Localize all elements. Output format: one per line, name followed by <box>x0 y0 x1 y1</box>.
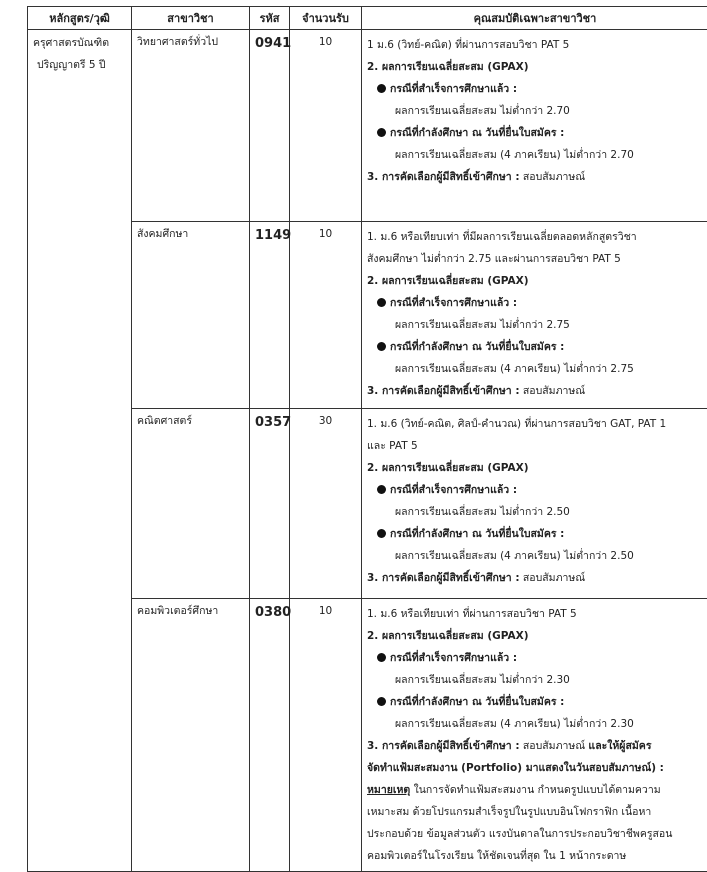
qual-item-1: 1. ม.6 หรือเทียบเท่า ที่ผ่านการสอบวิชา PAT 5 <box>367 603 703 625</box>
bullet-icon <box>377 697 386 706</box>
case-completed-detail: ผลการเรียนเฉลี่ยสะสม ไม่ต่ำกว่า 2.75 <box>367 314 703 336</box>
case-studying-detail: ผลการเรียนเฉลี่ยสะสม (4 ภาคเรียน) ไม่ต่ำกว่า 2.50 <box>367 545 703 567</box>
header-qualifications: คุณสมบัติเฉพาะสาขาวิชา <box>362 7 707 30</box>
code-cell: 0357 <box>250 409 290 599</box>
qualification-cell <box>362 222 707 409</box>
case-completed <box>367 292 703 314</box>
note-line: ประกอบด้วย ข้อมูลส่วนตัว แรงบันดาลในการประกอบวิชาชีพครูสอน <box>367 823 703 845</box>
qual-item-1-cont: สังคมศึกษา ไม่ต่ำกว่า 2.75 และผ่านการสอบวิชา PAT 5 <box>367 248 703 270</box>
selection-label: 3. การคัดเลือกผู้มีสิทธิ์เข้าศึกษา : <box>367 572 520 584</box>
selection-label: 3. การคัดเลือกผู้มีสิทธิ์เข้าศึกษา : <box>367 171 520 183</box>
note-line: เหมาะสม ด้วยโปรแกรมสำเร็จรูปในรูปแบบอินโฟกราฟิก เนื้อหา <box>367 801 703 823</box>
qualification-cell <box>362 30 707 222</box>
case-completed <box>367 479 703 501</box>
qualification-cell <box>362 409 707 599</box>
header-program: หลักสูตร/วุฒิ <box>28 7 132 30</box>
code-cell: 0380 <box>250 599 290 872</box>
case-label: กรณีที่สำเร็จการศึกษาแล้ว : <box>390 83 517 95</box>
selection-label: 3. การคัดเลือกผู้มีสิทธิ์เข้าศึกษา : <box>367 385 520 397</box>
major-cell: วิทยาศาสตร์ทั่วไป <box>132 30 250 222</box>
qual-item-1: 1. ม.6 (วิทย์-คณิต, ศิลป์-คำนวณ) ที่ผ่านการสอบวิชา GAT, PAT 1 <box>367 413 703 435</box>
case-label: กรณีที่กำลังศึกษา ณ วันที่ยื่นใบสมัคร : <box>390 696 564 708</box>
major-cell: คณิตศาสตร์ <box>132 409 250 599</box>
selection-method: สอบสัมภาษณ์ <box>520 572 586 584</box>
case-studying <box>367 122 703 144</box>
case-completed-detail: ผลการเรียนเฉลี่ยสะสม ไม่ต่ำกว่า 2.50 <box>367 501 703 523</box>
qual-item-1-cont: และ PAT 5 <box>367 435 703 457</box>
qualifications-table <box>27 6 707 872</box>
selection-method: สอบสัมภาษณ์ <box>520 171 586 183</box>
case-completed-detail: ผลการเรียนเฉลี่ยสะสม ไม่ต่ำกว่า 2.70 <box>367 100 703 122</box>
qual-item-3 <box>367 567 703 589</box>
header-seats: จำนวนรับ <box>290 7 362 30</box>
case-completed <box>367 78 703 100</box>
table-header-row <box>28 7 707 30</box>
bullet-icon <box>377 84 386 93</box>
note <box>367 779 703 801</box>
case-label: กรณีที่กำลังศึกษา ณ วันที่ยื่นใบสมัคร : <box>390 341 564 353</box>
case-label: กรณีที่กำลังศึกษา ณ วันที่ยื่นใบสมัคร : <box>390 528 564 540</box>
qualification-cell <box>362 599 707 872</box>
case-label: กรณีที่สำเร็จการศึกษาแล้ว : <box>390 297 517 309</box>
selection-method: สอบสัมภาษณ์ <box>520 385 586 397</box>
header-code: รหัส <box>250 7 290 30</box>
bullet-icon <box>377 529 386 538</box>
note-text: ในการจัดทำแฟ้มสะสมงาน กำหนดรูปแบบได้ตามความ <box>410 784 660 796</box>
bullet-icon <box>377 653 386 662</box>
program-name: ครุศาสตรบัณฑิต <box>33 32 126 54</box>
qual-item-2: 2. ผลการเรียนเฉลี่ยสะสม (GPAX) <box>367 270 703 292</box>
case-studying <box>367 691 703 713</box>
program-cell <box>28 30 132 872</box>
qual-item-2: 2. ผลการเรียนเฉลี่ยสะสม (GPAX) <box>367 56 703 78</box>
seats-cell: 10 <box>290 30 362 222</box>
table-row <box>28 30 707 222</box>
case-studying <box>367 523 703 545</box>
qual-item-3 <box>367 380 703 402</box>
bullet-icon <box>377 128 386 137</box>
case-label: กรณีที่กำลังศึกษา ณ วันที่ยื่นใบสมัคร : <box>390 127 564 139</box>
selection-extra: และให้ผู้สมัคร <box>588 740 651 752</box>
seats-cell: 10 <box>290 599 362 872</box>
portfolio-requirement: จัดทำแฟ้มสะสมงาน (Portfolio) มาแสดงในวันสอบสัมภาษณ์) : <box>367 757 703 779</box>
case-studying-detail: ผลการเรียนเฉลี่ยสะสม (4 ภาคเรียน) ไม่ต่ำกว่า 2.70 <box>367 144 703 166</box>
case-studying <box>367 336 703 358</box>
bullet-icon <box>377 342 386 351</box>
code-cell: 1149 <box>250 222 290 409</box>
case-studying-detail: ผลการเรียนเฉลี่ยสะสม (4 ภาคเรียน) ไม่ต่ำกว่า 2.30 <box>367 713 703 735</box>
selection-label: 3. การคัดเลือกผู้มีสิทธิ์เข้าศึกษา : <box>367 740 520 752</box>
note-line: คอมพิวเตอร์ในโรงเรียน ให้ชัดเจนที่สุด ใน 1 หน้ากระดาษ <box>367 845 703 867</box>
program-degree: ปริญญาตรี 5 ปี <box>33 54 126 76</box>
bullet-icon <box>377 298 386 307</box>
case-completed <box>367 647 703 669</box>
case-studying-detail: ผลการเรียนเฉลี่ยสะสม (4 ภาคเรียน) ไม่ต่ำกว่า 2.75 <box>367 358 703 380</box>
major-cell: คอมพิวเตอร์ศึกษา <box>132 599 250 872</box>
case-label: กรณีที่สำเร็จการศึกษาแล้ว : <box>390 484 517 496</box>
document-page <box>27 6 707 872</box>
note-label: หมายเหตุ <box>367 784 410 796</box>
qual-item-1: 1. ม.6 หรือเทียบเท่า ที่มีผลการเรียนเฉลี่ยตลอดหลักสูตรวิชา <box>367 226 703 248</box>
bullet-icon <box>377 485 386 494</box>
qual-item-1: 1 ม.6 (วิทย์-คณิต) ที่ผ่านการสอบวิชา PAT 5 <box>367 34 703 56</box>
header-major: สาขาวิชา <box>132 7 250 30</box>
case-completed-detail: ผลการเรียนเฉลี่ยสะสม ไม่ต่ำกว่า 2.30 <box>367 669 703 691</box>
qual-item-2: 2. ผลการเรียนเฉลี่ยสะสม (GPAX) <box>367 625 703 647</box>
case-label: กรณีที่สำเร็จการศึกษาแล้ว : <box>390 652 517 664</box>
qual-item-2: 2. ผลการเรียนเฉลี่ยสะสม (GPAX) <box>367 457 703 479</box>
code-cell: 0941 <box>250 30 290 222</box>
qual-item-3 <box>367 735 703 757</box>
selection-method: สอบสัมภาษณ์ <box>520 740 589 752</box>
seats-cell: 10 <box>290 222 362 409</box>
seats-cell: 30 <box>290 409 362 599</box>
qual-item-3 <box>367 166 703 188</box>
major-cell: สังคมศึกษา <box>132 222 250 409</box>
